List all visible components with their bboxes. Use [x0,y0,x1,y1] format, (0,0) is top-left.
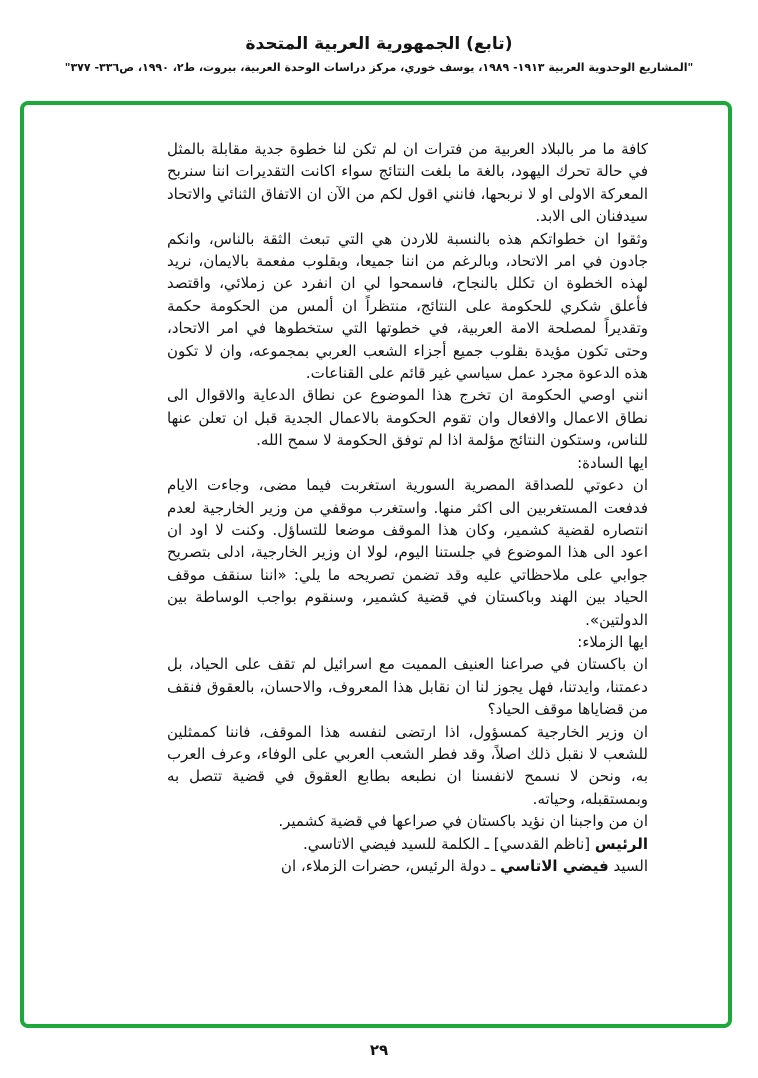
paragraph-speaker-president [167,833,648,855]
paragraph: ان من واجبنا ان نؤيد باكستان في صراعها في قضية كشمير. [278,812,648,831]
paragraph: كافة ما مر بالبلاد العربية من فترات ان لم تكن لنا خطوة جدية مقابلة بالمثل في حالة تحرك اليهود، بالغة ما بلغت النتائج سواء اكانت التقديرات اننا سنربح المعركة الاولى او لا نربحها، فانني اقول لكم من الآن ان الاتفاق الثنائي والاتحاد سيدفنان الى الابد. [167,140,648,226]
paragraph: ان وزير الخارجية كمسؤول، اذا ارتضى لنفسه هذا الموقف، فاننا كممثلين للشعب لا نقبل ذلك اصلاً، وقد فطر الشعب العربي على الوفاء، وعرف العرب به، ونحن لا نسمح لانفسنا ان نطبعه بطابع العقوق في قضية تتصل به وبمستقبله، وحياته. [167,722,648,808]
paragraph-speaker-atassi [167,855,648,877]
page-title: (تابع) الجمهورية العربية المتحدة [245,34,513,54]
paragraph: ان باكستان في صراعنا العنيف المميت مع اسرائيل لم تقف على الحياد، بل دعمتنا، وايدتنا، فهل يجوز لنا ان نقابل هذا المعروف، والاحسان، بالعقوق فنقف من قضاياها موقف الحياد؟ [167,655,648,719]
page-footer [0,1040,758,1059]
paragraph-salutation: ايها السادة: [577,453,648,472]
speaker-text: [ناظم القدسي] ـ الكلمة للسيد فيضي الاتاسي. [302,834,595,853]
source-citation: "المشاريع الوحدوية العربية ١٩١٣- ١٩٨٩، يوسف خوري، مركز دراسات الوحدة العربية، بيروت، ط٢، ١٩٩٠، ص٣٣٦- ٣٧٧" [64,61,694,74]
page-header [0,34,758,74]
speaker-name: فيضي الاتاسي [500,857,609,875]
speaker-text: ـ دولة الرئيس، حضرات الزملاء، ان [280,857,501,875]
page-number: ٢٩ [369,1041,389,1059]
paragraph-salutation: ايها الزملاء: [577,632,648,651]
speaker-title: السيد [608,857,648,875]
document-border-box [20,101,732,1028]
paragraph: وثقوا ان خطواتكم هذه بالنسبة للاردن هي التي تبعث الثقة بالناس، وانكم جادون في امر الاتحاد، وبالرغم من اننا جميعا، وبقلوب مفعمة بالايمان، نريد لهذه الخطوة ان تكلل بالنجاح، فاسمحوا لي ان انفرد عن زملائي، واقتصد فأعلق شكري للحكومة على النتائج، منتظراً ان ألمس من الحكومة حكمة وتقديراً لمصلحة الامة العربية، في خطوتها التي ستخطوها في امر الاتحاد، وحتى تكون مؤيدة بقلوب جميع أجزاء الشعب العربي بمجموعه، وان لا تكون هذه الدعوة مجرد عمل سياسي غير قائم على القناعات. [167,229,648,383]
paragraph: ان دعوتي للصداقة المصرية السورية استغربت فيما مضى، وجاءت الايام فدفعت المستغربين الى اكثر منها. واستغرب موقفي من وزير الخارجية لعدم انتصاره لقضية كشمير، وكان هذا الموقف موضعا للتساؤل. وكنت لا اود ان اعود الى هذا الموضوع في جلستنا اليوم، لولا ان وزير الخارجية، ادلى بتصريح جوابي على ملاحظاتي عليه وقد تضمن تصريحه ما يلي: «اننا سنقف موقف الحياد بين الهند وباكستان في قضية كشمير، وسنقوم بواجب الوساطة بين الدولتين». [167,476,648,629]
document-content [167,138,648,877]
speaker-name: الرئيس [594,834,648,853]
paragraph: انني اوصي الحكومة ان تخرج هذا الموضوع عن نطاق الدعاية والاقوال الى نطاق الاعمال والافعال وان تقوم الحكومة بالاعمال الجدية قبل ان تعلن عنها للناس، وستكون النتائج مؤلمة اذا لم توفق الحكومة لا سمح الله. [167,386,648,450]
